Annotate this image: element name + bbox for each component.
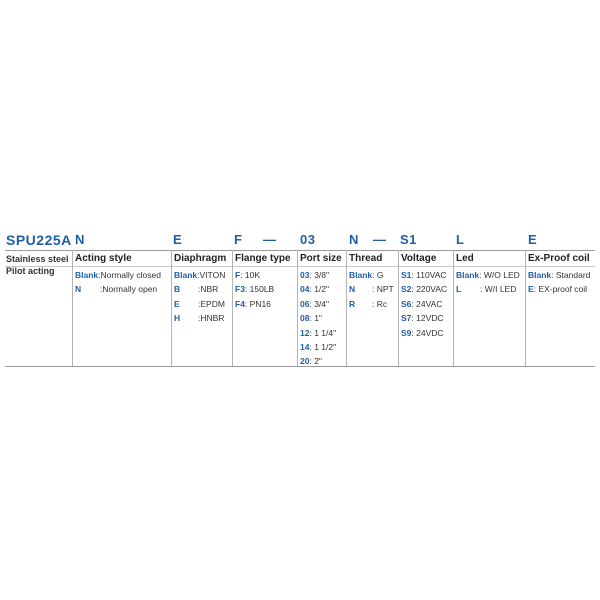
- code-diaphragm: E: [173, 232, 183, 247]
- option-item: [349, 268, 394, 282]
- option-code: Blank: [349, 270, 373, 280]
- header-port-size: Port size: [300, 253, 342, 264]
- option-item: [456, 282, 520, 296]
- option-item: [174, 297, 225, 311]
- option-item: [174, 311, 225, 325]
- column-divider: [525, 250, 526, 366]
- option-value: : 2": [309, 356, 322, 367]
- option-item: [401, 326, 447, 340]
- header-rule: [5, 266, 595, 267]
- column-divider: [171, 250, 172, 366]
- option-item: [174, 268, 225, 282]
- option-code: 06: [300, 298, 310, 309]
- header-voltage: Voltage: [401, 253, 437, 264]
- option-code: S1: [401, 270, 412, 280]
- option-code: N: [75, 284, 82, 295]
- option-value: : 1": [309, 313, 322, 324]
- option-value: : NPT: [372, 284, 394, 295]
- option-code: 20: [300, 356, 310, 367]
- option-value: : 220VAC: [411, 284, 448, 295]
- option-item: [456, 268, 520, 282]
- option-value: : 12VDC: [411, 313, 444, 324]
- code-acting-style: N: [75, 232, 85, 247]
- option-item: [528, 268, 590, 282]
- header-led: Led: [456, 253, 474, 264]
- option-item: [300, 326, 336, 340]
- option-code: F4: [235, 298, 245, 309]
- option-item: [300, 311, 336, 325]
- option-code: B: [174, 284, 181, 295]
- column-flange-type: [235, 268, 274, 311]
- option-item: [174, 282, 225, 296]
- header-thread: Thread: [349, 253, 383, 264]
- option-item: [235, 297, 274, 311]
- option-code: F3: [235, 284, 245, 295]
- code-flange: F: [234, 232, 243, 247]
- option-code: S6: [401, 298, 412, 309]
- option-code: R: [349, 298, 356, 309]
- header-ex-proof-coil: Ex-Proof coil: [528, 253, 590, 264]
- option-value: : 1/2": [309, 284, 330, 295]
- option-item: [349, 297, 394, 311]
- option-item: [528, 282, 590, 296]
- code-thread: N: [349, 232, 359, 247]
- option-code: L: [456, 284, 462, 295]
- option-item: [349, 282, 394, 296]
- option-item: [235, 282, 274, 296]
- code-port-size: 03: [300, 232, 316, 247]
- top-rule: [5, 250, 595, 251]
- option-value: : G: [372, 270, 384, 280]
- option-value: : 24VAC: [411, 298, 443, 309]
- option-value: : PN16: [244, 298, 271, 309]
- option-item: [300, 268, 336, 282]
- option-value: : 1 1/2": [309, 341, 337, 352]
- header-acting-style: Acting style: [75, 253, 132, 264]
- column-divider: [232, 250, 233, 366]
- code-ex-proof: E: [528, 232, 538, 247]
- column-ex-proof-coil: [528, 268, 590, 297]
- column-divider: [398, 250, 399, 366]
- option-item: [235, 268, 274, 282]
- code-led: L: [456, 232, 465, 247]
- column-thread: [349, 268, 394, 311]
- option-code: Blank: [528, 270, 552, 280]
- option-item: [401, 282, 447, 296]
- option-value: : EX-proof coil: [533, 284, 588, 295]
- header-flange-type: Flange type: [235, 253, 291, 264]
- option-value: : W/I LED: [480, 284, 517, 295]
- option-code: Blank: [75, 270, 99, 280]
- option-value: :Normally open: [100, 284, 158, 295]
- column-diaphragm: [174, 268, 225, 326]
- option-value: :Normally closed: [98, 270, 161, 280]
- option-code: Blank: [174, 270, 198, 280]
- actuation-label: Pilot acting: [6, 266, 55, 276]
- option-value: :HNBR: [198, 313, 225, 324]
- option-item: [401, 268, 447, 282]
- option-item: [300, 340, 336, 354]
- option-item: [401, 311, 447, 325]
- option-value: : Standard: [551, 270, 591, 280]
- model-name: SPU225A: [6, 232, 72, 248]
- option-value: :EPDM: [198, 298, 225, 309]
- option-code: S7: [401, 313, 412, 324]
- option-code: E: [528, 284, 534, 295]
- column-divider: [297, 250, 298, 366]
- column-port-size: [300, 268, 336, 369]
- option-code: E: [174, 298, 180, 309]
- option-item: [300, 354, 336, 368]
- option-value: : Rc: [372, 298, 388, 309]
- option-code: S9: [401, 327, 412, 338]
- option-value: : 150LB: [244, 284, 275, 295]
- option-value: : 10K: [240, 270, 261, 280]
- column-acting-style: [75, 268, 161, 297]
- model-code-row: [0, 232, 600, 250]
- option-code: 08: [300, 313, 310, 324]
- column-divider: [72, 250, 73, 366]
- column-divider: [453, 250, 454, 366]
- option-value: : 1 1/4": [309, 327, 337, 338]
- option-value: : 3/4": [309, 298, 330, 309]
- header-diaphragm: Diaphragm: [174, 253, 227, 264]
- option-item: [401, 297, 447, 311]
- option-item: [300, 297, 336, 311]
- code-dash-2: —: [373, 232, 387, 247]
- option-value: : 110VAC: [411, 270, 447, 280]
- option-item: [75, 282, 161, 296]
- option-code: 12: [300, 327, 310, 338]
- option-code: 04: [300, 284, 310, 295]
- column-led: [456, 268, 520, 297]
- option-code: N: [349, 284, 356, 295]
- option-value: :VITON: [197, 270, 226, 280]
- option-code: 14: [300, 341, 310, 352]
- option-value: : 3/8": [309, 270, 330, 280]
- option-code: Blank: [456, 270, 480, 280]
- code-dash-1: —: [263, 232, 277, 247]
- option-code: S2: [401, 284, 412, 295]
- option-code: F: [235, 270, 241, 280]
- option-value: : 24VDC: [411, 327, 444, 338]
- option-code: 03: [300, 270, 310, 280]
- option-code: H: [174, 313, 181, 324]
- code-voltage: S1: [400, 232, 417, 247]
- column-voltage: [401, 268, 447, 340]
- option-item: [300, 282, 336, 296]
- column-divider: [346, 250, 347, 366]
- option-value: : W/O LED: [479, 270, 520, 280]
- option-value: :NBR: [198, 284, 219, 295]
- material-label: Stainless steel: [6, 254, 69, 264]
- option-item: [75, 268, 161, 282]
